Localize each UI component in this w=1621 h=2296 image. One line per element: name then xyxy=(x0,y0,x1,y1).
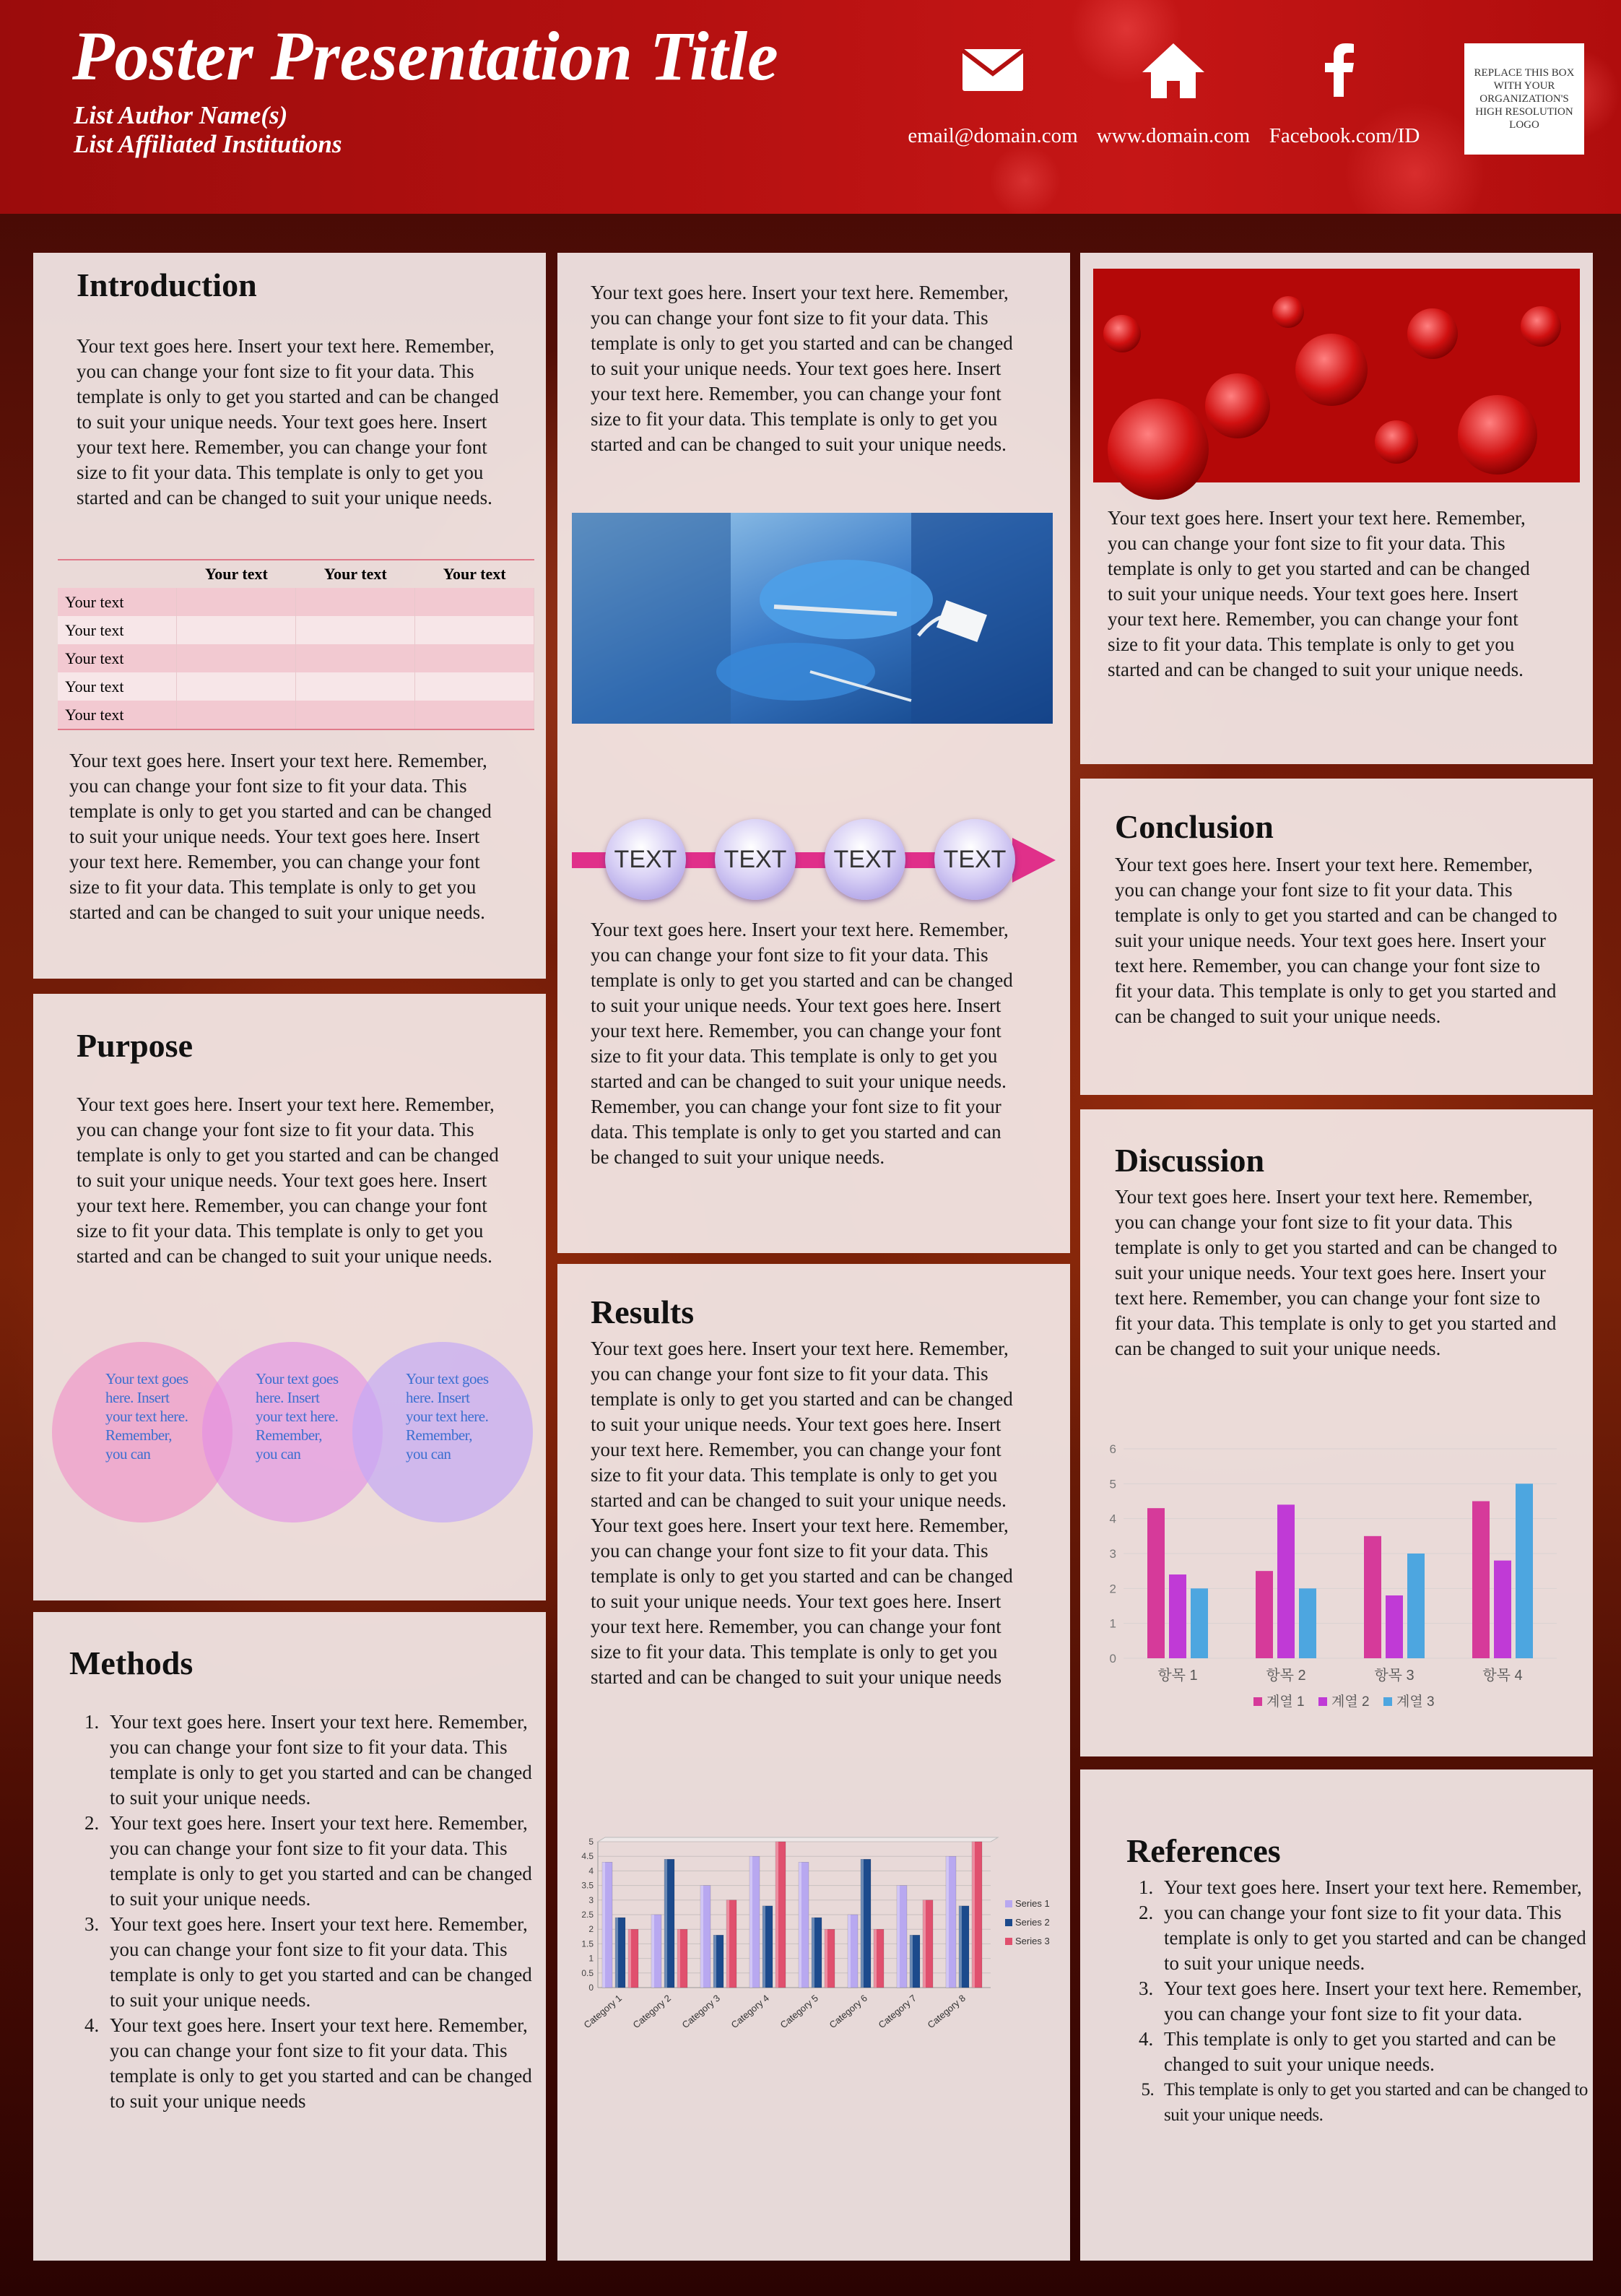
x-tick-label: 항목 4 xyxy=(1482,1668,1523,1684)
timeline-step: TEXT xyxy=(715,819,796,900)
bar-highlight xyxy=(972,1842,975,1988)
discussion-title: Discussion xyxy=(1115,1142,1265,1179)
results-panel xyxy=(557,1264,1070,2261)
legend-label: Series 2 xyxy=(1015,1917,1050,1928)
x-tick-label: Category 5 xyxy=(778,1992,820,2031)
table-cell: Your text xyxy=(58,701,177,729)
bar-highlight xyxy=(651,1915,654,1988)
bar xyxy=(1494,1561,1511,1658)
x-tick-label: Category 6 xyxy=(827,1992,869,2031)
bar-highlight xyxy=(615,1918,618,1988)
bar-highlight xyxy=(946,1856,949,1988)
table-row xyxy=(58,701,534,729)
blood-cells-image xyxy=(1093,269,1580,482)
legend-label: Series 1 xyxy=(1015,1898,1050,1909)
bar xyxy=(1256,1571,1273,1658)
table-row xyxy=(58,616,534,644)
chart-back-wall xyxy=(598,1837,998,1842)
venn-text: Your text goes here. Insert your text here. Remember, you can xyxy=(406,1370,489,1463)
author-names: List Author Name(s) xyxy=(74,101,288,129)
y-tick-label: 1.5 xyxy=(581,1938,594,1949)
table-header: Your text xyxy=(415,560,534,588)
list-item: 2. you can change your font size to fit your data. This template is only to get you started and can be changed to suit your unique needs. xyxy=(1158,1900,1591,1976)
y-tick-label: 6 xyxy=(1109,1442,1116,1456)
y-tick-label: 4.5 xyxy=(581,1851,594,1862)
bar xyxy=(1147,1508,1165,1658)
table-cell: Your text xyxy=(58,588,177,616)
bar xyxy=(1386,1595,1403,1658)
bar-highlight xyxy=(799,1862,801,1988)
legend-swatch xyxy=(1005,1938,1012,1945)
bar-highlight xyxy=(677,1929,680,1988)
table-row xyxy=(58,644,534,672)
y-tick-label: 4 xyxy=(588,1866,594,1876)
purpose-panel xyxy=(33,994,546,1600)
list-item: 5. This template is only to get you started and can be changed to suit your unique needs. xyxy=(1158,2077,1591,2128)
purpose-title: Purpose xyxy=(77,1027,193,1064)
discussion-bar-chart xyxy=(1095,1434,1578,1738)
website-link[interactable]: www.domain.com xyxy=(1096,124,1251,147)
bar-highlight xyxy=(923,1900,926,1988)
bar-highlight xyxy=(602,1862,605,1988)
list-item: 3. Your text goes here. Insert your text here. Remember, you can change your font size to fit your data. xyxy=(1158,1976,1591,2027)
legend-swatch xyxy=(1318,1697,1327,1706)
y-tick-label: 5 xyxy=(1109,1477,1116,1491)
introduction-text-2: Your text goes here. Insert your text here. Remember, you can change your font size to fit your data. This template is only to get you started and can be changed to suit your unique needs. Your text goes here. Insert your text here. Remember, you can change your font size to fit your data. This template is only to get you started and can be changed to suit your unique needs. xyxy=(69,750,492,923)
table-row xyxy=(58,672,534,701)
organization-logo-placeholder: REPLACE THIS BOX WITH YOUR ORGANIZATION'S HIGH RESOLUTION LOGO xyxy=(1464,43,1584,155)
discussion-text: Your text goes here. Insert your text here. Remember, you can change your font size to fit your data. This template is only to get you started and can be changed to suit your unique needs. Your text goes here. Insert your text here. Remember, you can change your font size to fit your data. This template is only to get you started and can be changed to suit your unique needs. xyxy=(1115,1186,1557,1359)
y-tick-label: 4 xyxy=(1109,1512,1116,1526)
bar-highlight xyxy=(628,1929,631,1988)
bar-highlight xyxy=(700,1886,703,1988)
conclusion-panel xyxy=(1080,779,1593,1095)
results-text: Your text goes here. Insert your text here. Remember, you can change your font size to fit your data. This template is only to get you started and can be changed to suit your unique needs. Your text goes here. Insert your text here. Remember, you can change your font size to fit your data. This template is only to get you started and can be changed to suit your unique needs. Your text goes here. Insert your text here. Remember, you can change your font size to fit your data. This template is only to get you started and can be changed to suit your unique needs. Your text goes here. Insert your text here. Remember, you can change your font size to fit your data. This template is only to get you started and can be changed to suit your unique needs xyxy=(591,1338,1013,1688)
bar xyxy=(1169,1574,1186,1658)
table-cell: Your text xyxy=(58,644,177,672)
bar-highlight xyxy=(664,1859,667,1988)
email-link[interactable]: email@domain.com xyxy=(908,124,1078,147)
bar-highlight xyxy=(749,1856,752,1988)
legend-swatch xyxy=(1005,1900,1012,1907)
legend-label: 계열 3 xyxy=(1396,1694,1435,1710)
methods-title: Methods xyxy=(69,1645,194,1681)
poster-title: Poster Presentation Title xyxy=(72,17,778,95)
envelope-icon xyxy=(953,38,1033,103)
methods-list xyxy=(69,1710,537,2114)
bar-highlight xyxy=(959,1906,962,1988)
legend-swatch xyxy=(1383,1697,1392,1706)
timeline-step: TEXT xyxy=(934,819,1015,900)
introduction-panel xyxy=(33,253,546,979)
right-top-text: Your text goes here. Insert your text here. Remember, you can change your font size to fit your data. This template is only to get you started and can be changed to suit your unique needs. Your text goes here. Insert your text here. Remember, you can change your font size to fit your data. This template is only to get you started and can be changed to suit your unique needs. xyxy=(1108,507,1530,680)
bar-highlight xyxy=(812,1918,814,1988)
table-header: Your text xyxy=(296,560,415,588)
list-item: 1. Your text goes here. Insert your text here. Remember, you can change your font size to fit your data. This template is only to get you started and can be changed to suit your unique needs. xyxy=(104,1710,537,1811)
facebook-icon xyxy=(1300,38,1379,103)
y-tick-label: 1 xyxy=(588,1953,594,1964)
x-tick-label: Category 1 xyxy=(581,1992,624,2031)
results-bar-chart xyxy=(572,1834,1056,2031)
legend-label: 계열 1 xyxy=(1266,1694,1305,1710)
right-top-panel xyxy=(1080,253,1593,764)
references-title: References xyxy=(1126,1832,1281,1869)
facebook-link[interactable]: Facebook.com/ID xyxy=(1269,124,1420,147)
introduction-title: Introduction xyxy=(77,267,257,303)
middle-text-2: Your text goes here. Insert your text here. Remember, you can change your font size to fit your data. This template is only to get you started and can be changed to suit your unique needs. Your text goes here. Insert your text here. Remember, you can change your font size to fit your data. This template is only to get you started and can be changed to suit your unique needs. Remember, you can change your font size to fit your data. This template is only to get you started and can be changed to suit your unique needs. xyxy=(591,919,1013,1168)
table-header: Your text xyxy=(177,560,296,588)
venn-text: Your text goes here. Insert your text here. Remember, you can xyxy=(256,1370,339,1463)
venn-text: Your text goes here. Insert your text here. Remember, you can xyxy=(105,1370,188,1463)
surgery-photo xyxy=(572,513,1053,724)
y-tick-label: 2.5 xyxy=(581,1910,594,1920)
table-cell: Your text xyxy=(58,672,177,701)
affiliated-institutions: List Affiliated Institutions xyxy=(74,130,342,158)
x-tick-label: Category 8 xyxy=(925,1992,968,2031)
bar-highlight xyxy=(848,1915,851,1988)
results-title: Results xyxy=(591,1294,695,1330)
y-tick-label: 3 xyxy=(588,1894,594,1905)
bar xyxy=(1191,1588,1208,1658)
bar-highlight xyxy=(775,1842,778,1988)
poster-header xyxy=(0,0,1621,214)
conclusion-title: Conclusion xyxy=(1115,808,1274,845)
x-tick-label: Category 2 xyxy=(630,1992,673,2031)
y-tick-label: 2 xyxy=(588,1924,594,1935)
bar-highlight xyxy=(910,1935,913,1988)
introduction-text-1: Your text goes here. Insert your text here. Remember, you can change your font size to fit your data. This template is only to get you started and can be changed to suit your unique needs. Your text goes here. Insert your text here. Remember, you can change your font size to fit your data. This template is only to get you started and can be changed to suit your unique needs. xyxy=(77,335,499,508)
bar-highlight xyxy=(874,1929,877,1988)
list-item: 3. Your text goes here. Insert your text here. Remember, you can change your font size to fit your data. This template is only to get you started and can be changed to suit your unique needs. xyxy=(104,1912,537,2013)
middle-panel xyxy=(557,253,1070,1253)
x-tick-label: Category 4 xyxy=(729,1992,771,2031)
bar-highlight xyxy=(825,1929,827,1988)
middle-text-1: Your text goes here. Insert your text here. Remember, you can change your font size to fit your data. This template is only to get you started and can be changed to suit your unique needs. Your text goes here. Insert your text here. Remember, you can change your font size to fit your data. This template is only to get you started and can be changed to suit your unique needs. xyxy=(591,282,1013,455)
y-tick-label: 1 xyxy=(1109,1616,1116,1631)
list-item: 1. Your text goes here. Insert your text here. Remember, xyxy=(1158,1875,1591,1900)
y-tick-label: 3.5 xyxy=(581,1880,594,1891)
x-tick-label: Category 3 xyxy=(679,1992,722,2031)
bar xyxy=(1277,1504,1295,1658)
y-tick-label: 3 xyxy=(1109,1547,1116,1561)
legend-swatch xyxy=(1253,1697,1262,1706)
y-tick-label: 2 xyxy=(1109,1582,1116,1596)
home-icon xyxy=(1134,38,1213,103)
methods-panel xyxy=(33,1612,546,2261)
bar-highlight xyxy=(726,1900,729,1988)
bar xyxy=(1364,1536,1381,1658)
table-cell: Your text xyxy=(58,616,177,644)
bar-highlight xyxy=(762,1906,765,1988)
table-row xyxy=(58,588,534,616)
references-list xyxy=(1124,1875,1591,2128)
y-tick-label: 0 xyxy=(588,1983,594,1993)
y-tick-label: 5 xyxy=(588,1837,594,1847)
x-tick-label: 항목 3 xyxy=(1374,1668,1414,1684)
table-header xyxy=(58,560,177,588)
bar-highlight xyxy=(861,1859,864,1988)
list-item: 4. Your text goes here. Insert your text here. Remember, you can change your font size to fit your data. This template is only to get you started and can be changed to suit your unique needs xyxy=(104,2013,537,2114)
x-tick-label: 항목 1 xyxy=(1157,1668,1198,1684)
legend-swatch xyxy=(1005,1919,1012,1926)
bar-highlight xyxy=(713,1935,716,1988)
list-item: 4. This template is only to get you started and can be changed to suit your unique needs. xyxy=(1158,2027,1591,2077)
bar xyxy=(1516,1483,1533,1658)
y-tick-label: 0.5 xyxy=(581,1967,594,1978)
introduction-table xyxy=(58,559,534,730)
list-item: 2. Your text goes here. Insert your text here. Remember, you can change your font size to fit your data. This template is only to get you started and can be changed to suit your unique needs. xyxy=(104,1811,537,1912)
references-panel xyxy=(1080,1769,1593,2261)
timeline-step: TEXT xyxy=(605,819,686,900)
timeline-step: TEXT xyxy=(825,819,905,900)
conclusion-text: Your text goes here. Insert your text here. Remember, you can change your font size to fit your data. This template is only to get you started and can be changed to suit your unique needs. Your text goes here. Insert your text here. Remember, you can change your font size to fit your data. This template is only to get you started and can be changed to suit your unique needs. xyxy=(1115,854,1557,1027)
purpose-text: Your text goes here. Insert your text here. Remember, you can change your font size to fit your data. This template is only to get you started and can be changed to suit your unique needs. Your text goes here. Insert your text here. Remember, you can change your font size to fit your data. This template is only to get you started and can be changed to suit your unique needs. xyxy=(77,1093,499,1267)
bar xyxy=(1299,1588,1316,1658)
bar xyxy=(1472,1502,1490,1659)
discussion-panel xyxy=(1080,1109,1593,1756)
y-tick-label: 0 xyxy=(1109,1652,1116,1665)
legend-label: 계열 2 xyxy=(1331,1694,1370,1710)
x-tick-label: 항목 2 xyxy=(1266,1668,1306,1684)
x-tick-label: Category 7 xyxy=(876,1992,918,2031)
bar-highlight xyxy=(897,1886,900,1988)
legend-label: Series 3 xyxy=(1015,1936,1050,1946)
bar xyxy=(1407,1554,1425,1658)
